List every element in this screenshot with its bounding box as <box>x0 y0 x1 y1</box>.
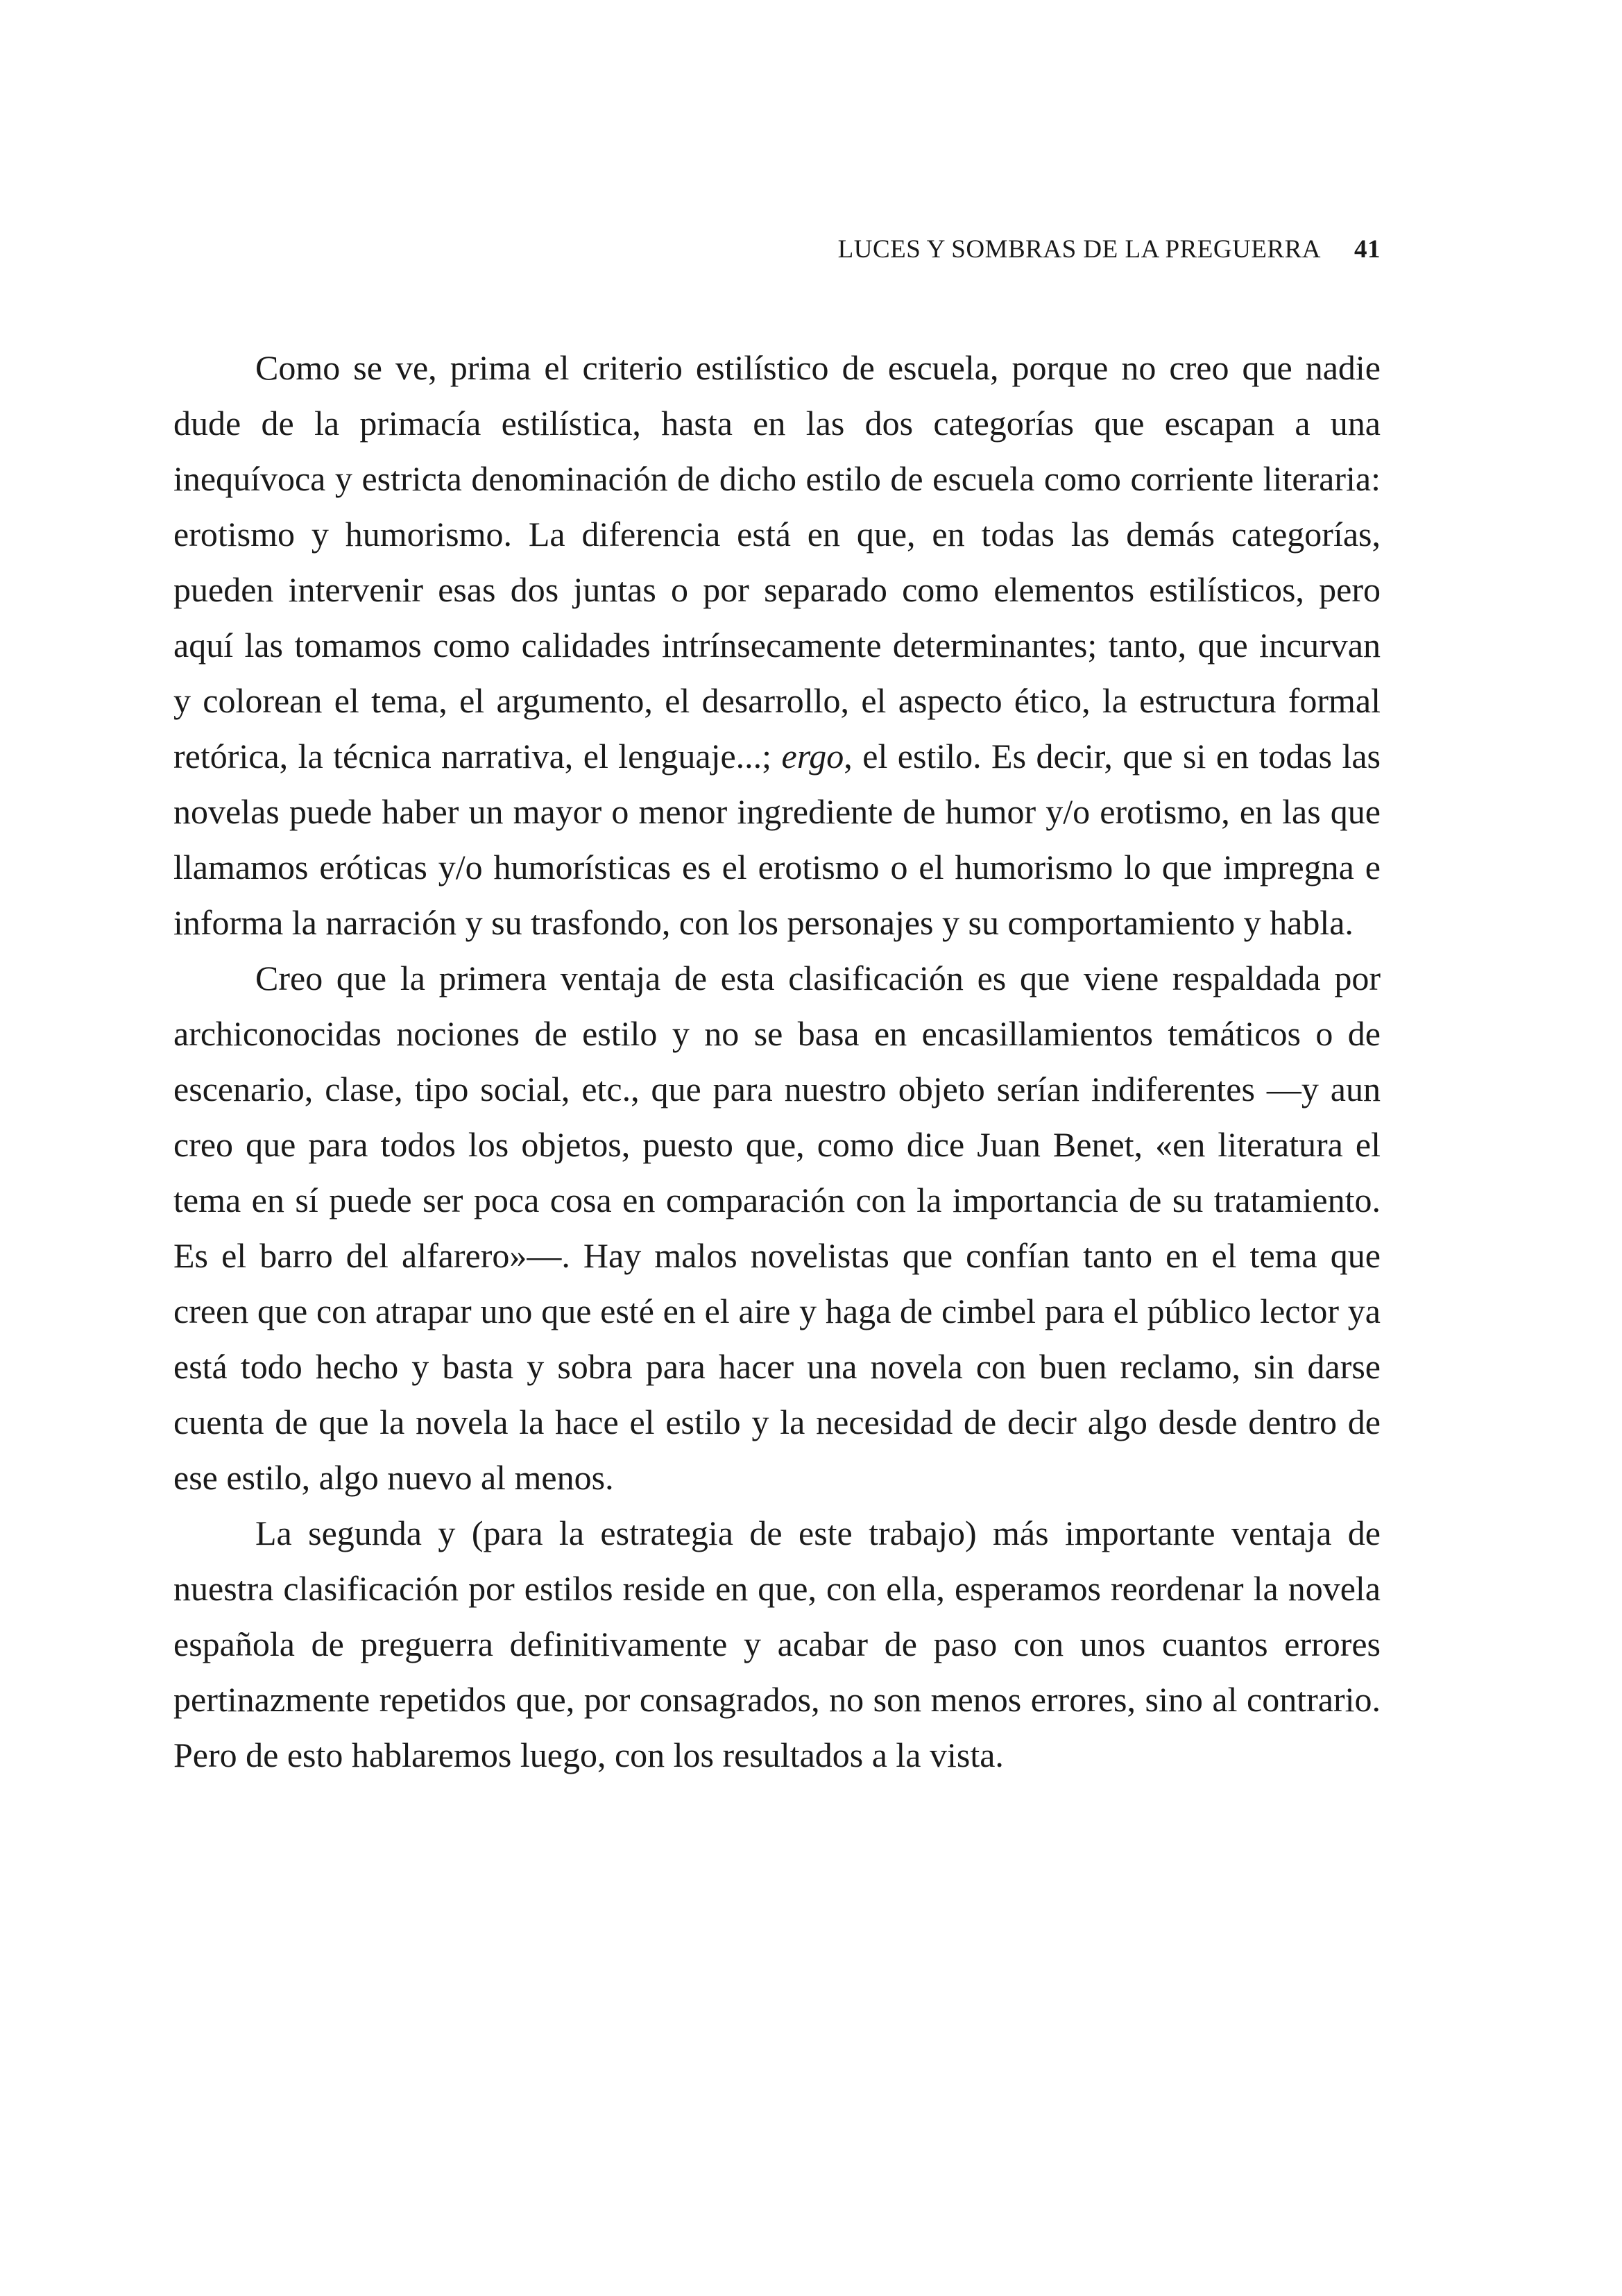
paragraph-1-italic-ergo: ergo <box>781 737 844 776</box>
paragraph-3: La segunda y (para la estrategia de este trabajo) más importante ventaja de nuestra clasificación por estilos reside en que, con ella, esperamos reordenar la novela española de preguerra definitivamente y acabar de paso con unos cuantos errores pertinazmente repetidos que, por consagrados, no son menos errores, sino al contrario. Pero de esto hablaremos luego, con los resultados a la vista. <box>173 1514 1381 1774</box>
running-header <box>173 229 1381 271</box>
paragraph-1 <box>173 340 1381 950</box>
paragraph-1-text-b: , el estilo. Es decir, que si en todas las novelas puede haber un mayor o menor ingrediente de humor y/o erotismo, en las que llamamos eróticas y/o humorísticas es el erotismo o el humorismo lo que impregna e informa la narración y su trasfondo, con los personajes y su comportamiento y habla. <box>173 737 1381 942</box>
paragraph-1-text-a: Como se ve, prima el criterio estilístico de escuela, porque no creo que nadie dude de la primacía estilística, hasta en las dos categorías que escapan a una inequívoca y estricta denominación de dicho estilo de escuela como corriente literaria: erotismo y humorismo. La diferencia está en que, en todas las demás categorías, pueden intervenir esas dos juntas o por separado como elementos estilísticos, pero aquí las tomamos como calidades intrínsecamente determinantes; tanto, que incurvan y colorean el tema, el argumento, el desarrollo, el aspecto ético, la estructura formal retórica, la técnica narrativa, el lenguaje...; <box>173 348 1381 776</box>
running-title: LUCES Y SOMBRAS DE LA PREGUERRA <box>837 235 1321 264</box>
body-text <box>173 340 1381 1783</box>
paragraph-2: Creo que la primera ventaja de esta clasificación es que viene respaldada por archiconocidas nociones de estilo y no se basa en encasillamientos temáticos o de escenario, clase, tipo social, etc., que para nuestro objeto serían indiferentes —y aun creo que para todos los objetos, puesto que, como dice Juan Benet, «en literatura el tema en sí puede ser poca cosa en comparación con la importancia de su tratamiento. Es el barro del alfarero»—. Hay malos novelistas que confían tanto en el tema que creen que con atrapar uno que esté en el aire y haga de cimbel para el público lector ya está todo hecho y basta y sobra para hacer una novela con buen reclamo, sin darse cuenta de que la novela la hace el estilo y la necesidad de decir algo desde dentro de ese estilo, algo nuevo al menos. <box>173 959 1381 1497</box>
page-number: 41 <box>1354 235 1381 264</box>
